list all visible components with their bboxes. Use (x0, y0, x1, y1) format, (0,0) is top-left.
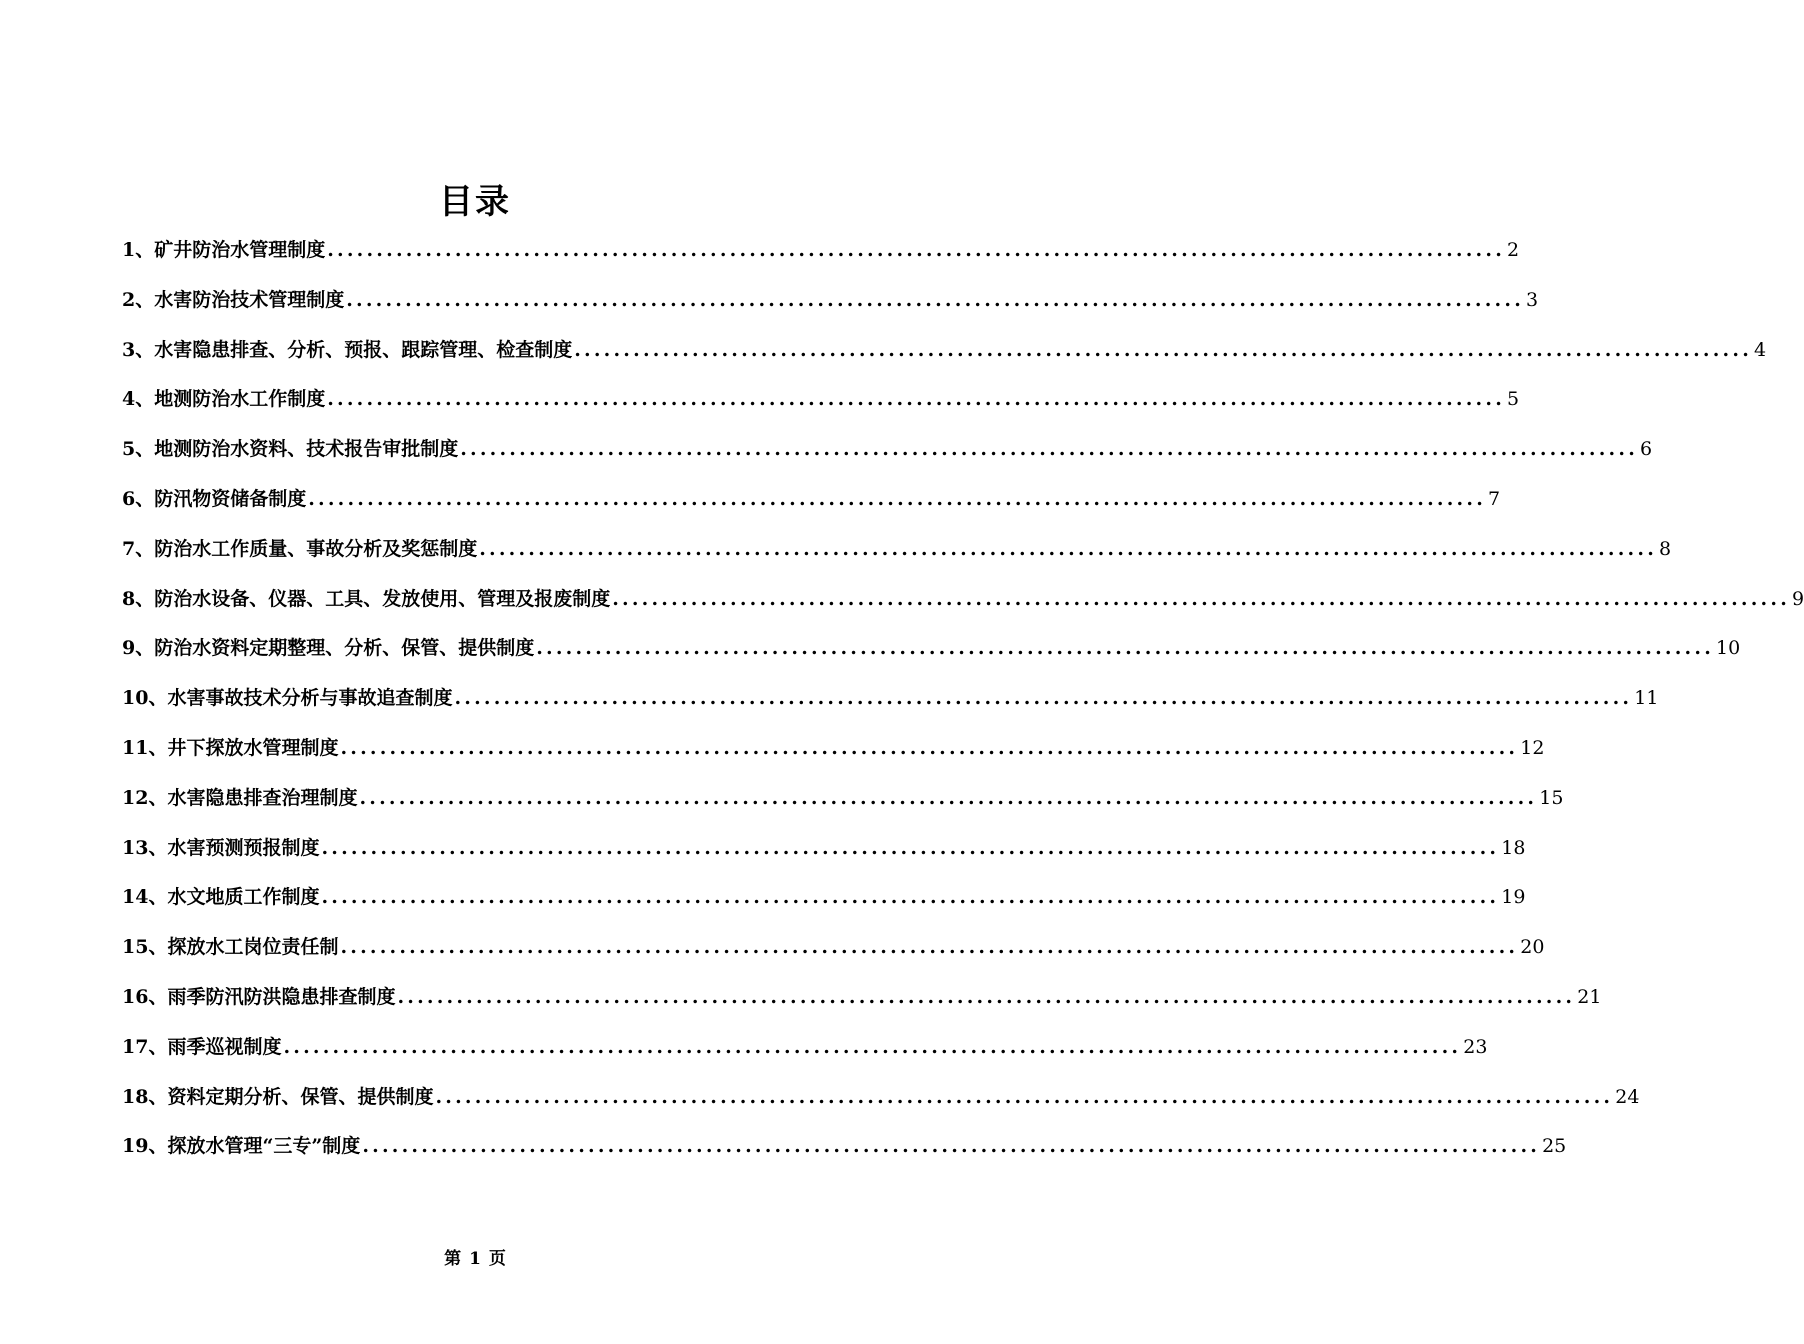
toc-dot-leader: ........................................................................................................................ (536, 637, 1715, 660)
toc-dot-leader: ........................................................................................................................ (574, 338, 1753, 361)
toc-entry-page-number: 23 (1463, 1035, 1488, 1058)
toc-entry-page-number: 6 (1640, 438, 1653, 461)
toc-entry-title: 8、防治水设备、仪器、工具、发放使用、管理及报废制度 (122, 587, 611, 610)
toc-dot-leader: ........................................................................................................................ (397, 985, 1576, 1008)
toc-entry[interactable] (122, 678, 1659, 728)
toc-dot-leader: ........................................................................................................................ (340, 936, 1519, 959)
toc-entry-page-number: 21 (1577, 985, 1602, 1008)
toc-title: 目录 (439, 182, 511, 222)
toc-entry-page-number: 12 (1520, 736, 1545, 759)
toc-entry-page-number: 19 (1501, 886, 1526, 909)
toc-entry-page-number: 5 (1507, 388, 1520, 411)
toc-entry-page-number: 7 (1488, 487, 1501, 510)
toc-entry-title: 12、水害隐患排查治理制度 (122, 786, 358, 809)
toc-entry-page-number: 3 (1526, 288, 1539, 311)
toc-dot-leader: ........................................................................................................................ (460, 438, 1639, 461)
toc-entry-page-number: 11 (1634, 687, 1659, 710)
toc-dot-leader: ........................................................................................................................ (359, 786, 1538, 809)
toc-entry-title: 1、矿井防治水管理制度 (122, 239, 326, 261)
toc-entry[interactable] (122, 877, 1526, 927)
toc-entry[interactable] (122, 977, 1602, 1027)
toc-entry[interactable] (122, 1077, 1640, 1127)
toc-entry-page-number: 24 (1615, 1085, 1640, 1108)
toc-entry-title: 15、探放水工岗位责任制 (122, 936, 339, 959)
toc-entry[interactable] (122, 429, 1653, 479)
toc-entry[interactable] (122, 828, 1526, 878)
toc-entry-title: 19、探放水管理“三专”制度 (122, 1135, 361, 1158)
toc-entry-title: 11、井下探放水管理制度 (122, 736, 339, 759)
toc-entry-title: 14、水文地质工作制度 (122, 886, 320, 909)
toc-entry-title: 4、地测防治水工作制度 (122, 388, 326, 411)
table-of-contents (122, 230, 1804, 1176)
toc-dot-leader: ........................................................................................................................ (327, 239, 1506, 261)
toc-entry-title: 7、防治水工作质量、事故分析及奖惩制度 (122, 537, 478, 560)
toc-dot-leader: ........................................................................................................................ (346, 288, 1525, 311)
toc-entry-title: 5、地测防治水资料、技术报告审批制度 (122, 438, 459, 461)
footer-prefix: 第 (444, 1249, 462, 1269)
toc-entry[interactable] (122, 529, 1672, 579)
toc-entry[interactable] (122, 280, 1539, 330)
toc-dot-leader: ........................................................................................................................ (283, 1035, 1462, 1058)
toc-entry[interactable] (122, 330, 1767, 380)
toc-entry-title: 3、水害隐患排查、分析、预报、跟踪管理、检查制度 (122, 338, 573, 361)
toc-dot-leader: ........................................................................................................................ (321, 836, 1500, 859)
toc-entry[interactable] (122, 230, 1520, 280)
toc-entry[interactable] (122, 579, 1804, 629)
toc-dot-leader: ........................................................................................................................ (362, 1135, 1541, 1158)
toc-entry-title: 17、雨季巡视制度 (122, 1035, 282, 1058)
toc-dot-leader: ........................................................................................................................ (435, 1085, 1614, 1108)
toc-entry[interactable] (122, 778, 1564, 828)
toc-entry[interactable] (122, 1027, 1488, 1077)
toc-entry-title: 10、水害事故技术分析与事故追查制度 (122, 687, 453, 710)
toc-entry-title: 9、防治水资料定期整理、分析、保管、提供制度 (122, 637, 535, 660)
toc-dot-leader: ........................................................................................................................ (308, 487, 1487, 510)
toc-entry[interactable] (122, 728, 1545, 778)
toc-entry-page-number: 9 (1792, 587, 1804, 610)
toc-entry-page-number: 25 (1542, 1135, 1567, 1158)
toc-entry[interactable] (122, 1126, 1567, 1176)
toc-entry-page-number: 15 (1539, 786, 1564, 809)
toc-entry[interactable] (122, 479, 1501, 529)
toc-entry-page-number: 10 (1716, 637, 1741, 660)
toc-dot-leader: ........................................................................................................................ (340, 736, 1519, 759)
toc-entry-page-number: 18 (1501, 836, 1526, 859)
footer-page-number: 1 (469, 1249, 481, 1269)
toc-dot-leader: ........................................................................................................................ (454, 687, 1633, 710)
page-footer (0, 1246, 950, 1272)
toc-dot-leader: ........................................................................................................................ (612, 587, 1791, 610)
toc-entry-title: 18、资料定期分析、保管、提供制度 (122, 1085, 434, 1108)
toc-entry-page-number: 8 (1659, 537, 1672, 560)
toc-entry-page-number: 2 (1507, 239, 1520, 261)
toc-entry-title: 13、水害预测预报制度 (122, 836, 320, 859)
toc-entry-title: 6、防汛物资储备制度 (122, 487, 307, 510)
toc-dot-leader: ........................................................................................................................ (321, 886, 1500, 909)
toc-entry-page-number: 4 (1754, 338, 1767, 361)
toc-entry-page-number: 20 (1520, 936, 1545, 959)
toc-entry[interactable] (122, 927, 1545, 977)
toc-dot-leader: ........................................................................................................................ (327, 388, 1506, 411)
toc-dot-leader: ........................................................................................................................ (479, 537, 1658, 560)
toc-entry[interactable] (122, 379, 1520, 429)
toc-entry[interactable] (122, 628, 1741, 678)
footer-suffix: 页 (488, 1249, 506, 1269)
toc-entry-title: 2、水害防治技术管理制度 (122, 288, 345, 311)
toc-entry-title: 16、雨季防汛防洪隐患排查制度 (122, 985, 396, 1008)
